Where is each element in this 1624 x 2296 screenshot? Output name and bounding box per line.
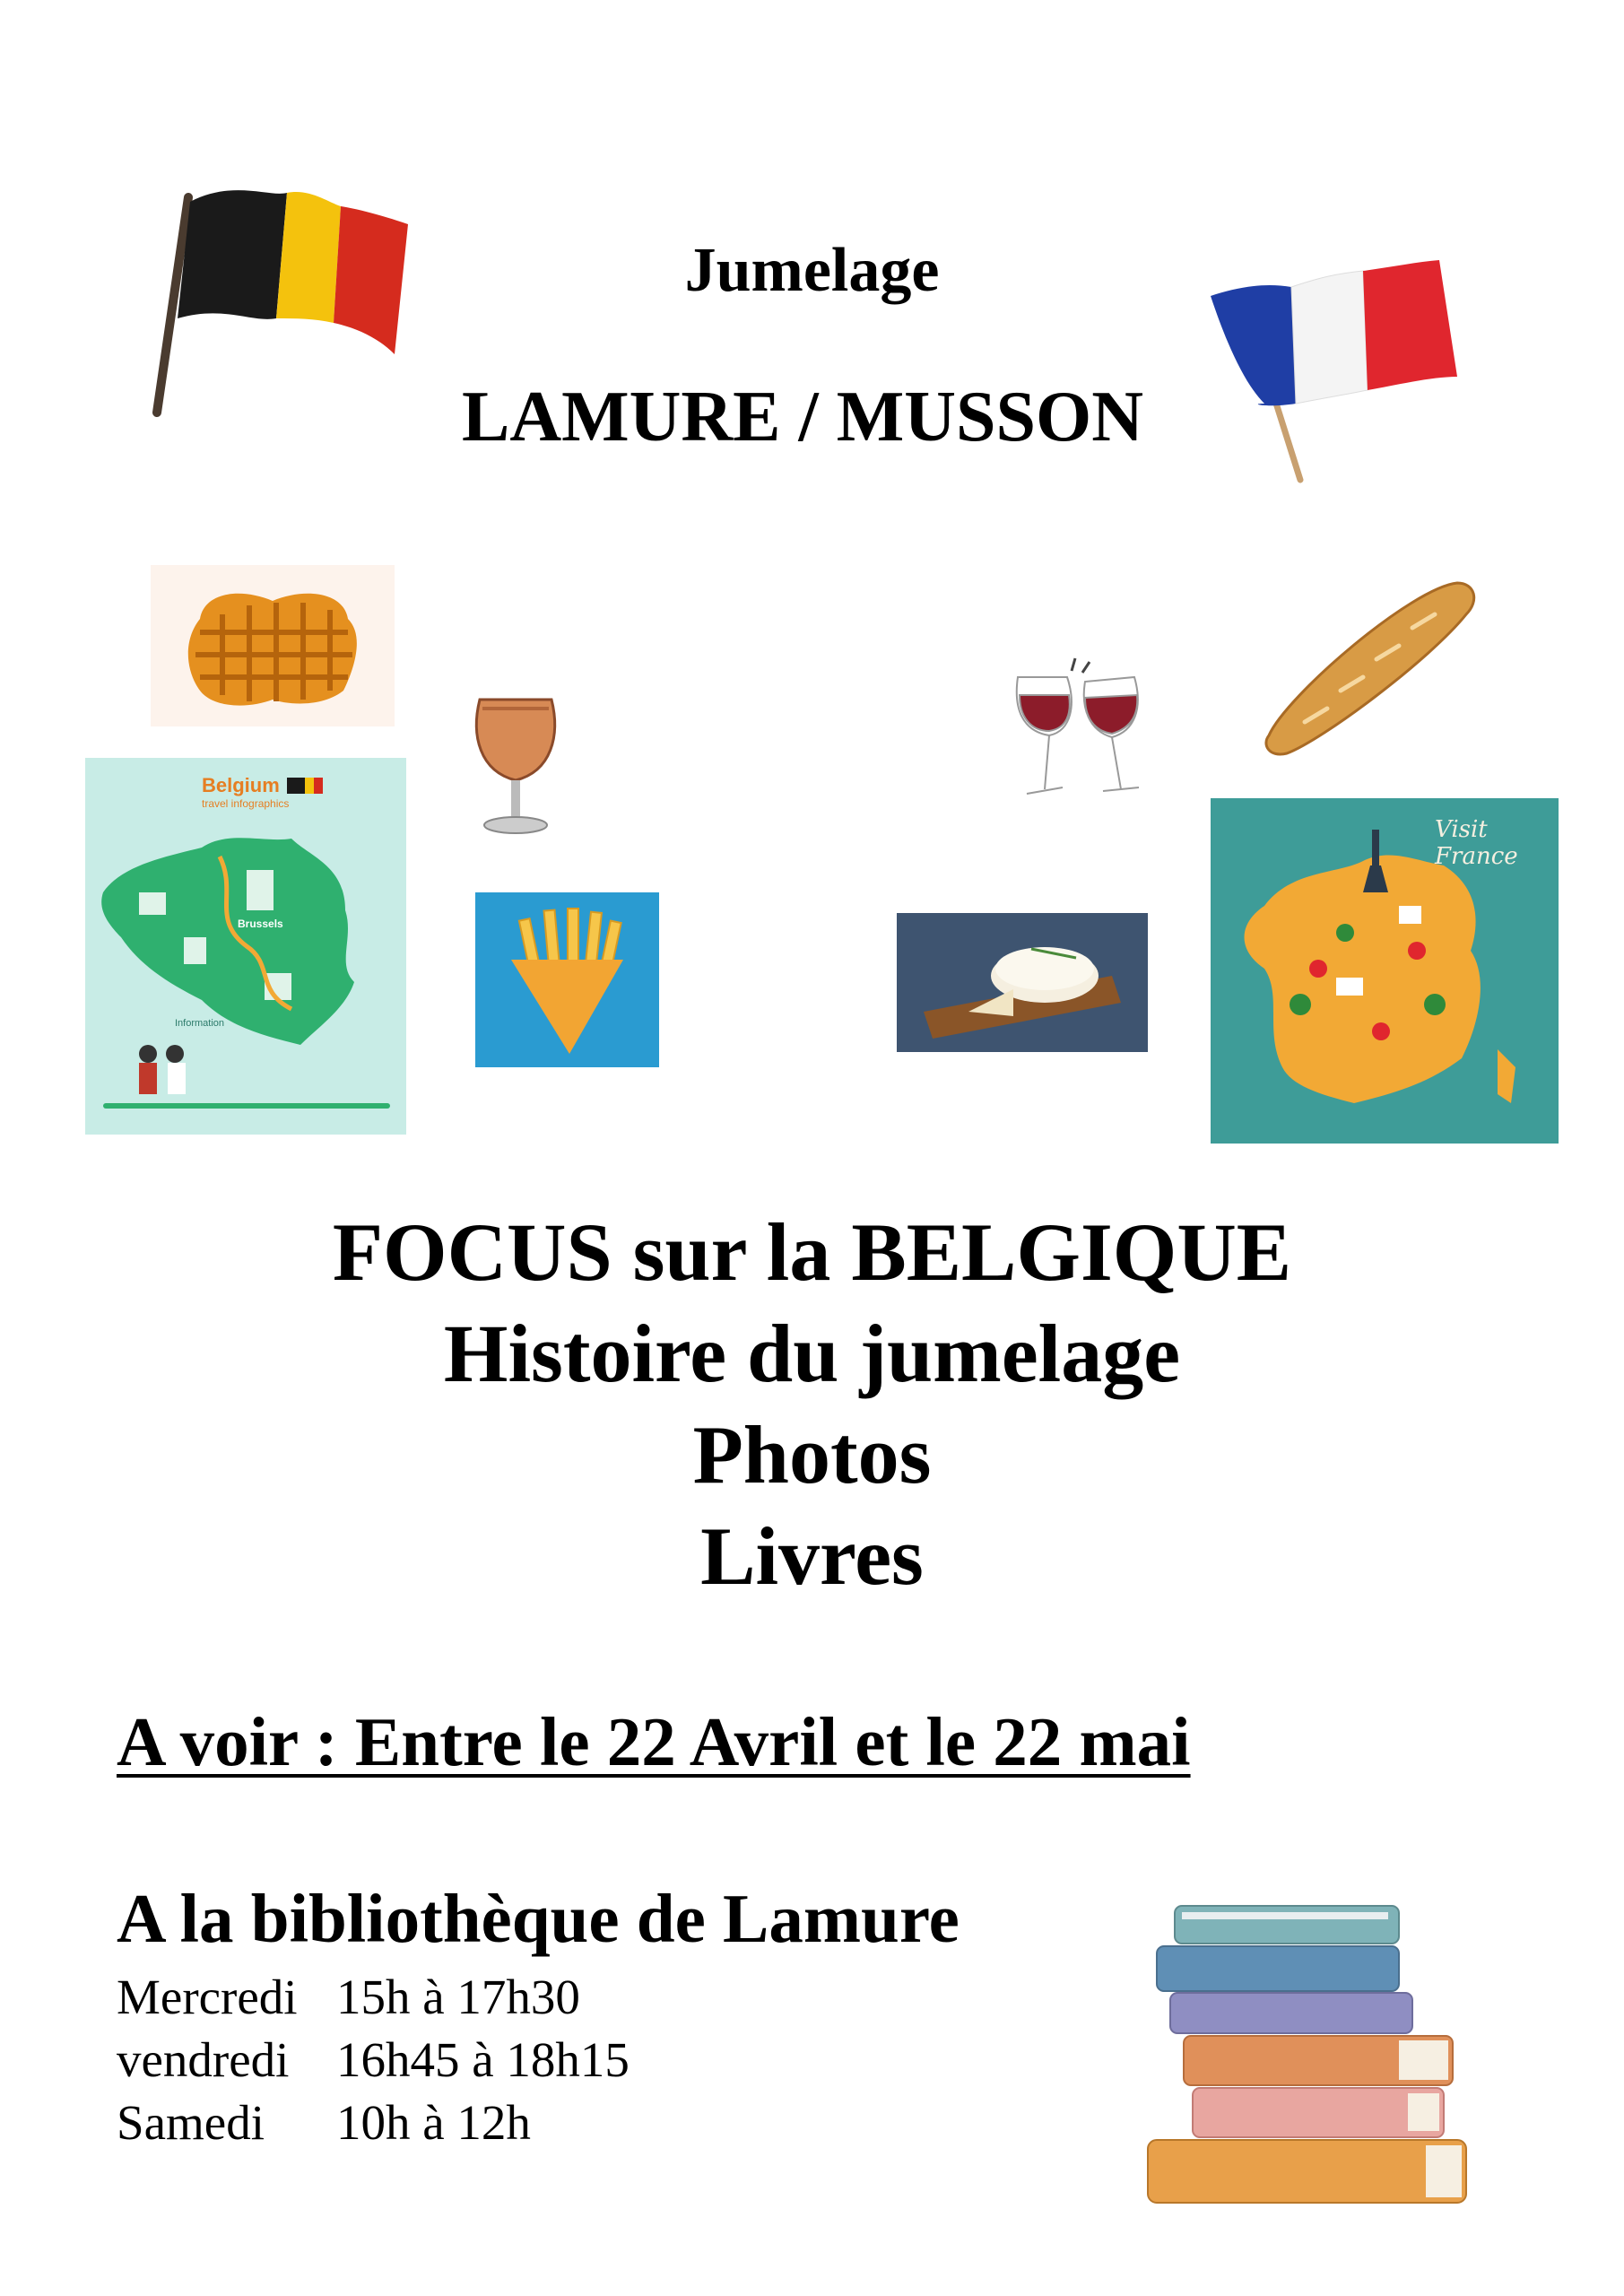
focus-line-1: FOCUS sur la BELGIQUE xyxy=(332,1206,1292,1298)
hours-row xyxy=(117,1969,580,2025)
france-map-title: Visit France xyxy=(1435,816,1518,870)
poster-subtitle: LAMURE / MUSSON xyxy=(461,378,1144,457)
focus-section xyxy=(0,1202,1624,1607)
france-flag-icon xyxy=(1202,251,1471,493)
cheese-board-icon xyxy=(897,913,1148,1052)
belgium-map-subtitle: travel infographics xyxy=(202,797,290,810)
belgium-map-city: Brussels xyxy=(238,918,283,930)
poster-title: Jumelage xyxy=(684,236,940,305)
belgium-map-title: Belgium xyxy=(202,774,280,796)
hours-time: 15h à 17h30 xyxy=(336,1970,580,2024)
books-stack-icon xyxy=(1139,1892,1480,2224)
hours-day: vendredi xyxy=(117,2032,290,2087)
baguette-icon xyxy=(1251,561,1484,767)
belgium-map xyxy=(85,758,406,1135)
hours-row xyxy=(117,2094,531,2151)
focus-line-3: Photos xyxy=(692,1409,932,1500)
hours-time: 16h45 à 18h15 xyxy=(336,2032,630,2087)
belgium-flag-icon xyxy=(126,161,430,430)
france-map xyxy=(1211,798,1559,1144)
focus-line-2: Histoire du jumelage xyxy=(443,1308,1181,1399)
fries-icon xyxy=(475,892,659,1067)
hours-row xyxy=(117,2031,630,2088)
exhibition-dates: A voir : Entre le 22 Avril et le 22 mai xyxy=(117,1703,1191,1780)
hours-time: 10h à 12h xyxy=(336,2095,531,2150)
focus-line-4: Livres xyxy=(700,1510,924,1602)
wine-glasses-icon xyxy=(1000,655,1161,816)
belgium-map-info: Information xyxy=(175,1018,225,1029)
waffle-icon xyxy=(151,565,395,726)
hours-day: Samedi xyxy=(117,2095,265,2150)
venue-title: A la bibliothèque de Lamure xyxy=(117,1880,960,1957)
beer-glass-icon xyxy=(466,682,565,843)
hours-day: Mercredi xyxy=(117,1970,298,2024)
